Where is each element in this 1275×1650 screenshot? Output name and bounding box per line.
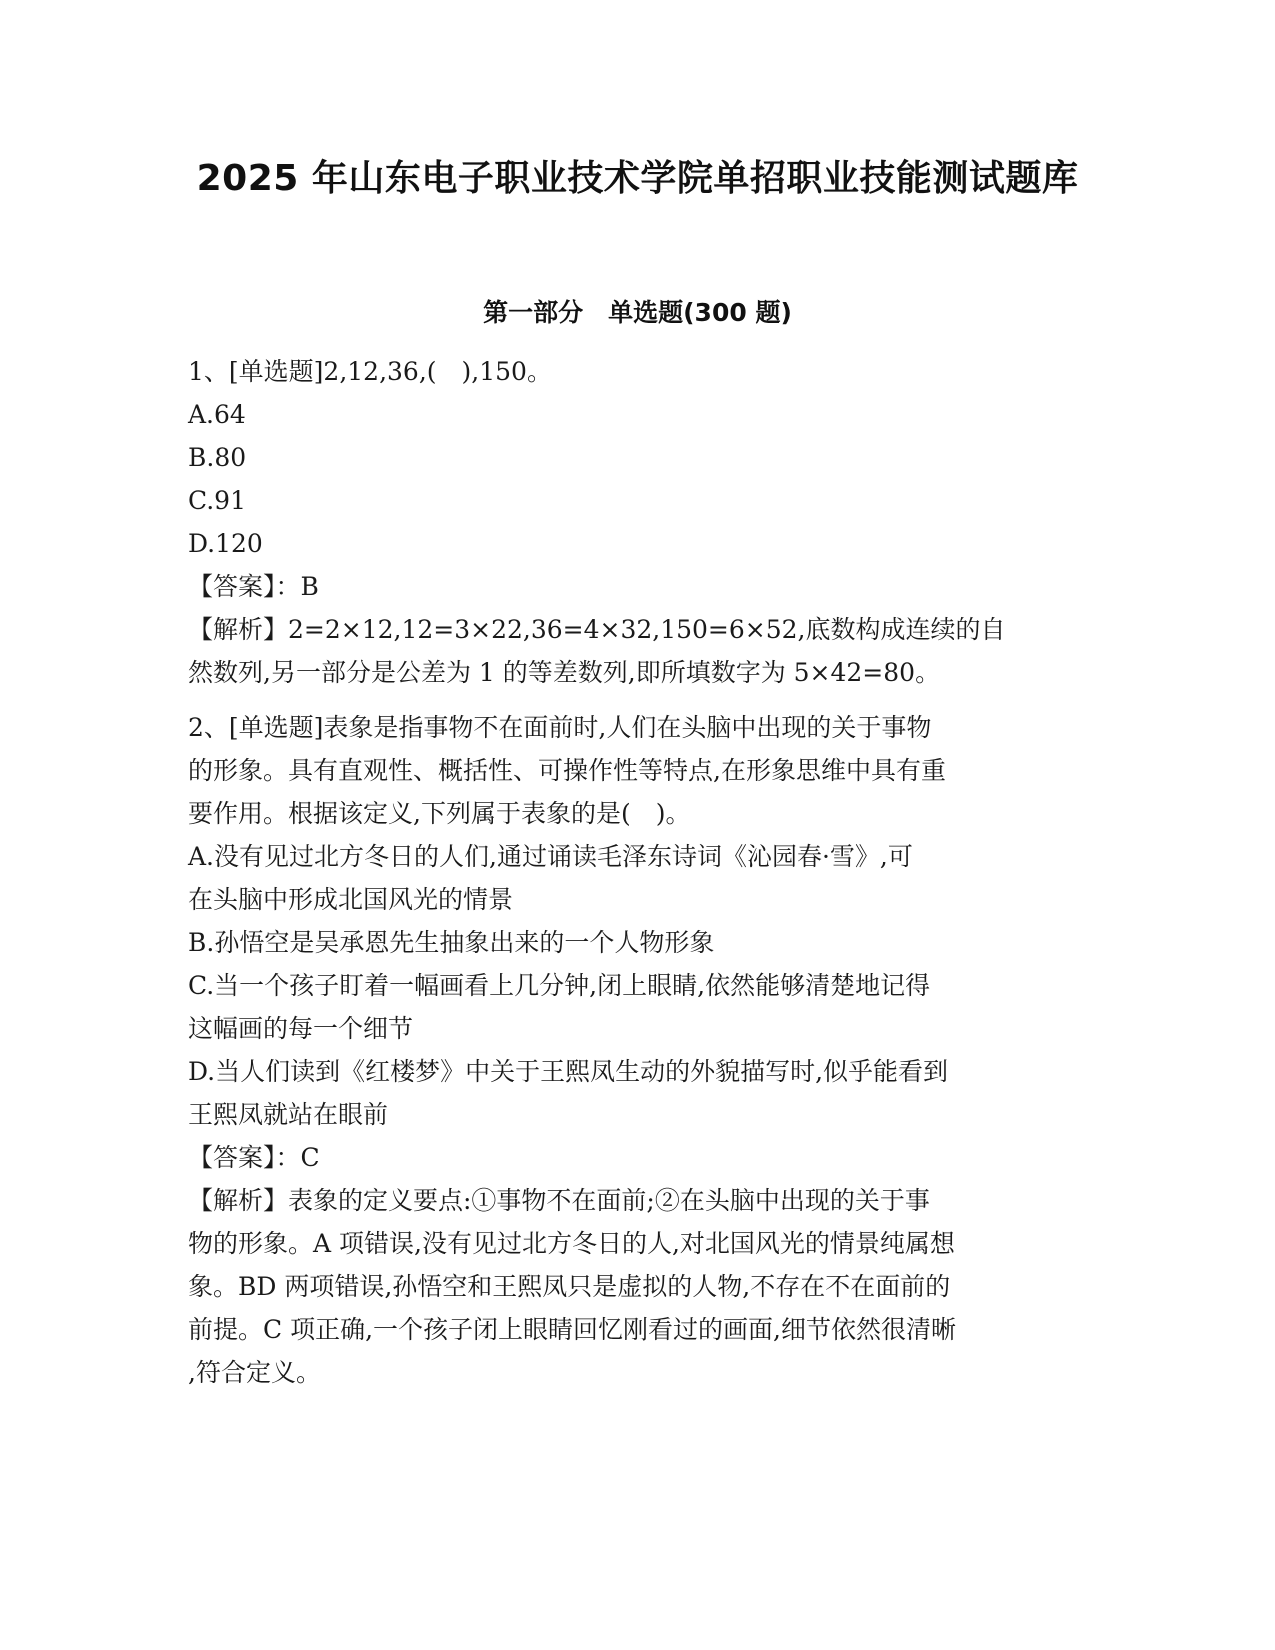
document-title: 2025 年山东电子职业技术学院单招职业技能测试题库 (196, 158, 1079, 199)
option-a: A.64 (188, 400, 246, 429)
analysis-line: 【解析】表象的定义要点:①事物不在面前;②在头脑中出现的关于事 (188, 1186, 930, 1215)
option-c: C.当一个孩子盯着一幅画看上几分钟,闭上眼睛,依然能够清楚地记得 (188, 971, 931, 1000)
analysis-line: 物的形象。A 项错误,没有见过北方冬日的人,对北国风光的情景纯属想 (188, 1229, 955, 1258)
analysis-line: 象。BD 两项错误,孙悟空和王熙凤只是虚拟的人物,不存在不在面前的 (188, 1272, 951, 1301)
answer: 【答案】：C (188, 1143, 320, 1172)
option-d: D.当人们读到《红楼梦》中关于王熙凤生动的外貌描写时,似乎能看到 (188, 1057, 949, 1086)
analysis-line: 前提。C 项正确,一个孩子闭上眼睛回忆刚看过的画面,细节依然很清晰 (188, 1315, 956, 1344)
option-d: 王熙凤就站在眼前 (188, 1100, 389, 1129)
question-list (188, 350, 1088, 1394)
question-stem: 的形象。具有直观性、概括性、可操作性等特点,在形象思维中具有重 (188, 756, 946, 785)
option-c: 这幅画的每一个细节 (188, 1014, 414, 1043)
answer: 【答案】：B (188, 572, 319, 601)
question-stem: 2、[单选题]表象是指事物不在面前时,人们在头脑中出现的关于事物 (188, 713, 932, 742)
option-a: A.没有见过北方冬日的人们,通过诵读毛泽东诗词《沁园春·雪》,可 (188, 842, 913, 871)
analysis-line: 【解析】2=2×12,12=3×22,36=4×32,150=6×52,底数构成连续的自 (188, 615, 1006, 644)
section-title: 第一部分 单选题(300 题) (483, 298, 792, 327)
question-stem: 要作用。根据该定义,下列属于表象的是( )。 (188, 799, 691, 828)
question-1 (188, 350, 1088, 694)
option-a: 在头脑中形成北国风光的情景 (188, 885, 514, 914)
option-b: B.孙悟空是吴承恩先生抽象出来的一个人物形象 (188, 928, 715, 957)
analysis-line: 然数列,另一部分是公差为 1 的等差数列,即所填数字为 5×42=80。 (188, 658, 941, 687)
question-stem: 1、[单选题]2,12,36,( ),150。 (188, 357, 552, 386)
option-b: B.80 (188, 443, 247, 472)
option-c: C.91 (188, 486, 246, 515)
analysis-line: ,符合定义。 (188, 1358, 321, 1387)
question-2 (188, 706, 1088, 1394)
option-d: D.120 (188, 529, 263, 558)
